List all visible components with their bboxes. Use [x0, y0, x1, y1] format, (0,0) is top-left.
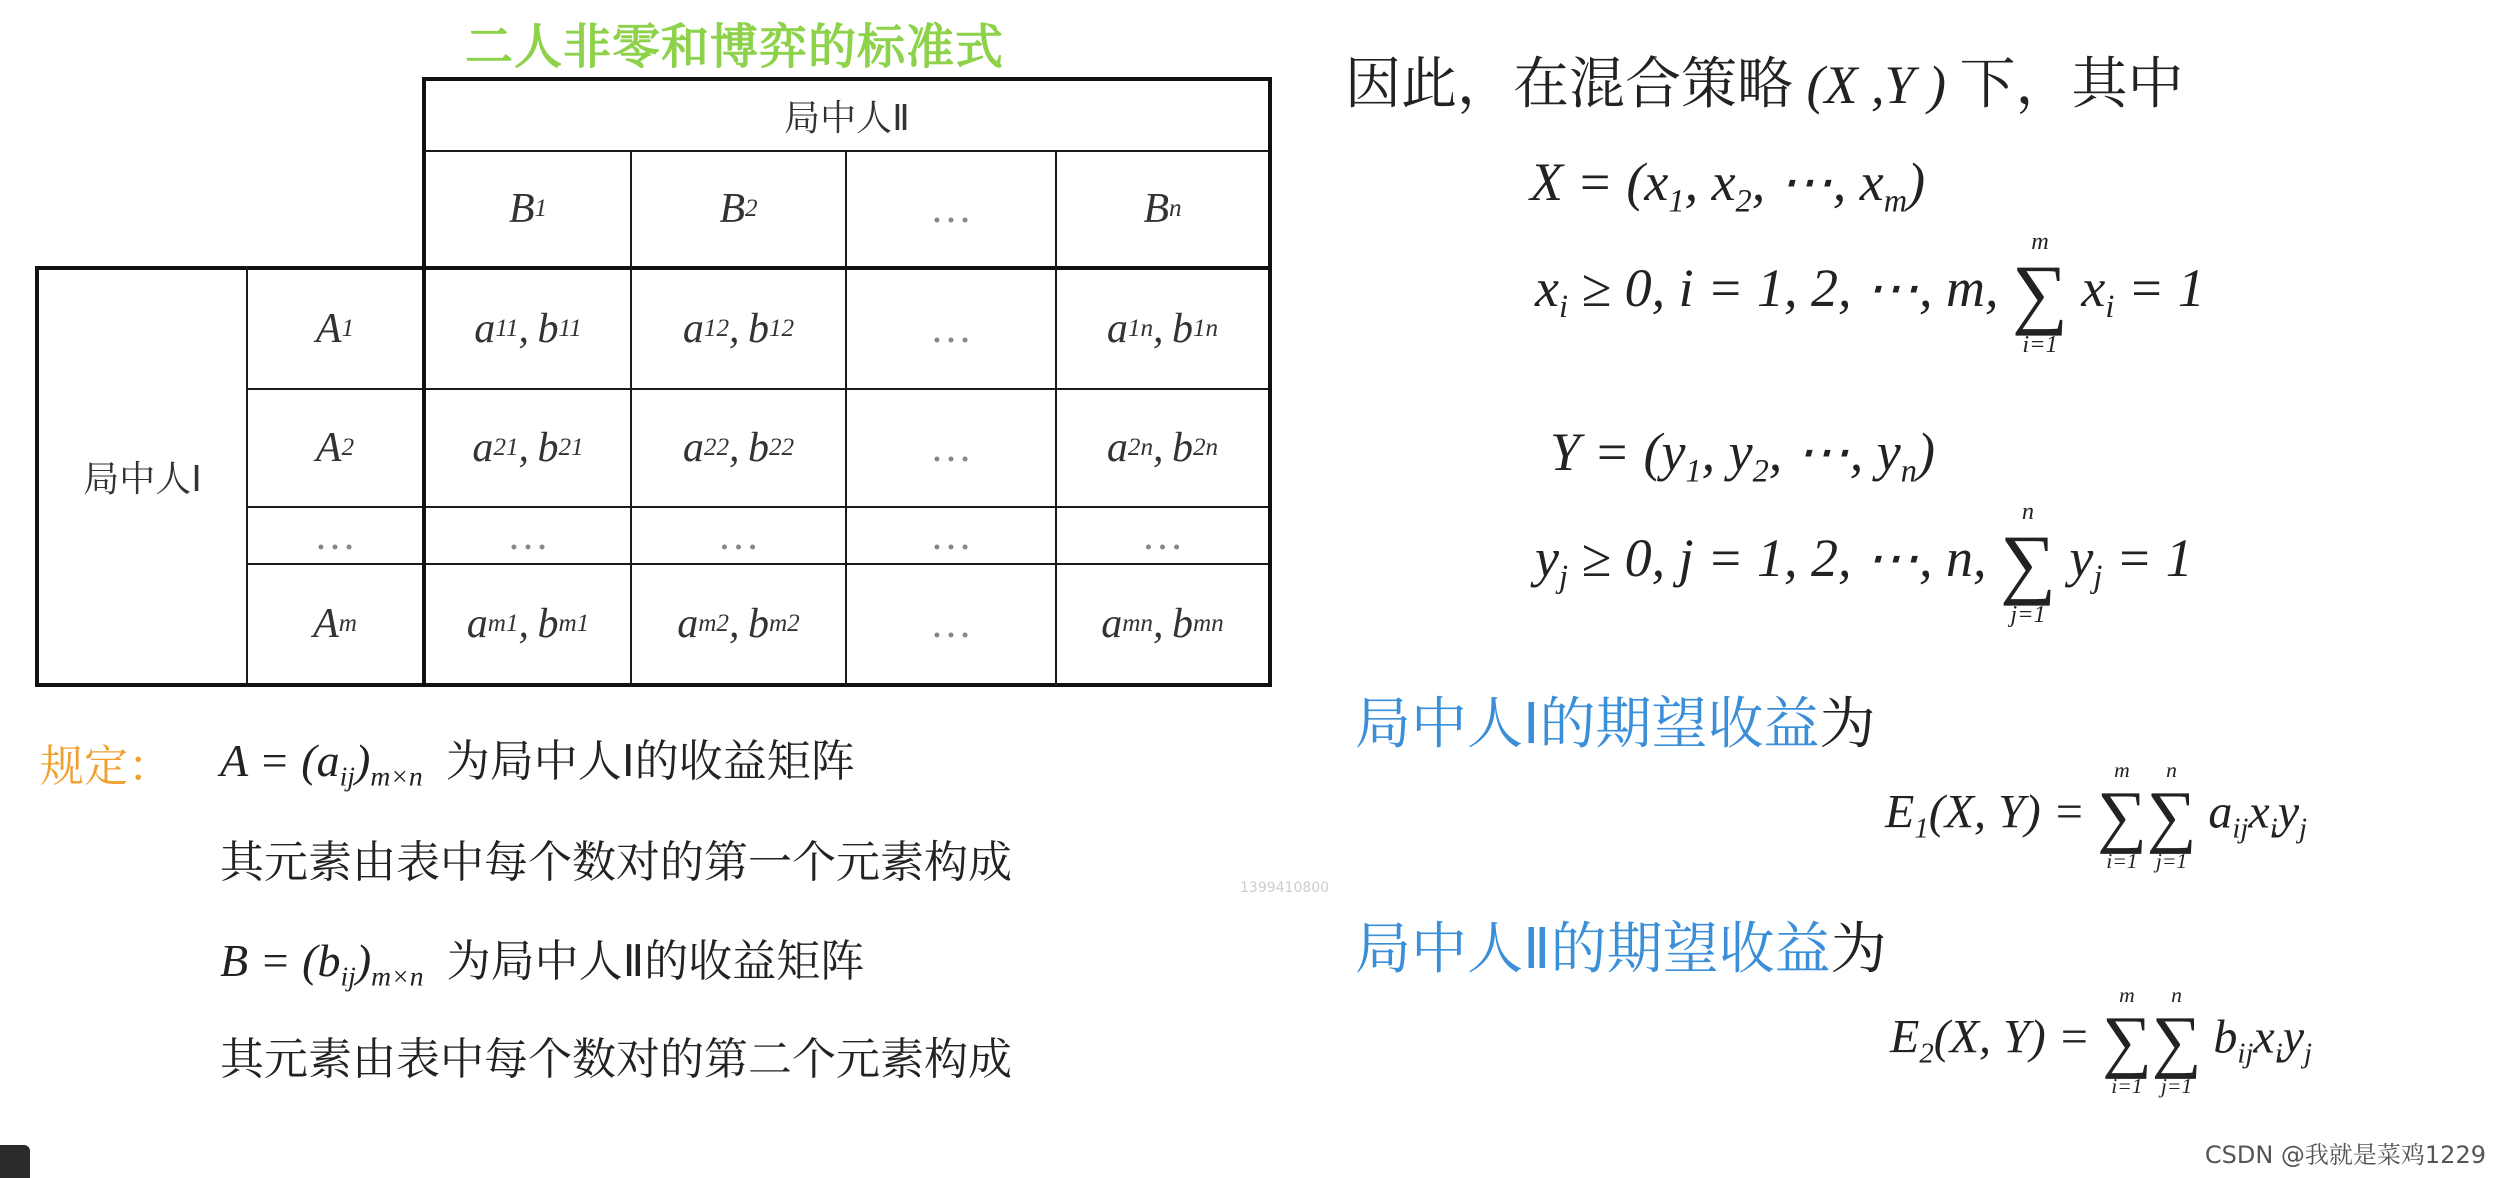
- row-label-dots: …: [314, 512, 356, 559]
- section-title: 二人非零和博弈的标准式: [465, 19, 1005, 75]
- payoff-cell: a m1 , b m1: [466, 601, 590, 647]
- e1-label: 局中人Ⅰ的期望收益为: [1355, 692, 1876, 757]
- col-header-dots: …: [930, 186, 972, 232]
- col-header-b2: B 2: [719, 186, 758, 232]
- col-header-b1: B 1: [508, 186, 548, 232]
- col-header-bn: B n: [1143, 186, 1182, 232]
- y-constraint: $y_j \ge 0$, j = 1, 2, ⋯, n, n ∑ j=1 $y_j = 1$: [1535, 498, 2193, 628]
- payoff-cell-dots: …: [930, 425, 972, 471]
- faint-watermark: 1399410800: [1240, 880, 1330, 896]
- rule-label: 规定：: [40, 741, 172, 792]
- e1-formula: $E_1(X$, Y) = m ∑ i=1 n ∑ j=1 $a_{ij}x_iy_j$: [1885, 758, 2308, 874]
- x-constraint: $x_i \ge 0$, i = 1, 2, ⋯, m, m ∑ i=1 $x_i = 1$: [1535, 228, 2205, 358]
- payoff-cell: a 21 , b 21: [472, 425, 584, 471]
- b-matrix-desc: 其元素由表中每个数对的第二个元素构成: [220, 1034, 1012, 1085]
- b-matrix-formula: $B = (b_{ij})_{m\times n}$: [220, 935, 424, 992]
- payoff-cell-dots: …: [1141, 512, 1184, 559]
- a-matrix-desc: 其元素由表中每个数对的第一个元素构成: [220, 837, 1012, 888]
- payoff-cell: a 2n , b 2n: [1106, 425, 1219, 471]
- player2-header: 局中人Ⅱ: [784, 98, 910, 139]
- b-matrix-suffix-wei: 为: [446, 936, 491, 987]
- row-label-am: A m: [313, 601, 357, 647]
- intro-xy: (X ,Y ): [1793, 55, 1960, 115]
- y-vector: $Y = (y_1$, $y_2$, ⋯, $y_n$): [1550, 422, 1935, 490]
- x-vector: $X = (x_1$, $x_2$, ⋯, $x_m$): [1530, 152, 1926, 220]
- payoff-cell-dots: …: [930, 306, 972, 352]
- a-matrix-formula: $A = (a_{ij})_{m\times n}$: [220, 735, 423, 792]
- payoff-cell: a 11 , b 11: [474, 306, 582, 352]
- a-matrix-line: [220, 725, 855, 793]
- b-matrix-line: [220, 925, 864, 993]
- row-label-a2: A 2: [315, 425, 355, 471]
- player1-header: 局中人Ⅰ: [83, 459, 202, 500]
- csdn-watermark: CSDN @我就是菜鸡1229: [2204, 1141, 2486, 1169]
- corner-toggle-icon[interactable]: [0, 1145, 30, 1178]
- intro-line: 因此，在混合策略 (X ,Y ) 下，其中: [1345, 52, 2184, 117]
- payoff-cell: a 1n , b 1n: [1106, 306, 1219, 352]
- e2-formula: $E_2(X$, Y) = m ∑ i=1 n ∑ j=1 $b_{ij}x_iy_j$: [1890, 983, 2313, 1099]
- payoff-cell: a mn , b mn: [1101, 601, 1224, 647]
- a-matrix-suffix: 局中人Ⅰ的收益矩阵: [489, 736, 855, 787]
- game-payoff-table: [0, 0, 1300, 700]
- payoff-cell: a 22 , b 22: [682, 425, 795, 471]
- table-line: [1268, 77, 1272, 687]
- e2-label: 局中人Ⅱ的期望收益为: [1355, 917, 1887, 982]
- b-matrix-suffix: 局中人Ⅱ的收益矩阵: [490, 936, 865, 987]
- payoff-cell: a 12 , b 12: [682, 306, 795, 352]
- a-matrix-suffix-wei: 为: [445, 736, 490, 787]
- payoff-cell-dots: …: [507, 512, 549, 559]
- payoff-cell: a m2 , b m2: [677, 601, 800, 647]
- payoff-cell-dots: …: [717, 512, 760, 559]
- payoff-cell-dots: …: [930, 601, 972, 647]
- row-label-a1: A 1: [315, 306, 355, 352]
- payoff-cell-dots: …: [930, 512, 972, 559]
- table-line: [35, 683, 1272, 687]
